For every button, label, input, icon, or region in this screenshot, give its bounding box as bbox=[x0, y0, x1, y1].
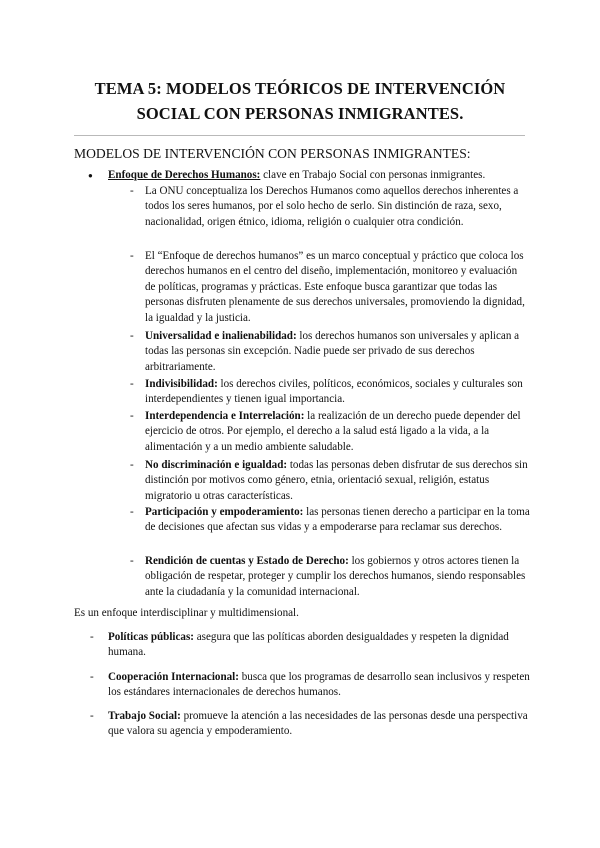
application-item-3 bbox=[108, 709, 533, 740]
sub-item-dash-2: - bbox=[130, 250, 134, 262]
sub-item-2-text: El “Enfoque de derechos humanos” es un marco conceptual y práctico que coloca los derechos humanos en el centro del diseño, implementación, monitoreo y evaluación de políticas, programas y prácticas. Este enfoque busca garantizar que todas las personas disfruten plenamente de sus derechos universales, promoviendo la dignidad, la igualdad y la justicia. bbox=[145, 250, 525, 324]
sub-item-1-text: La ONU conceptualiza los Derechos Humanos como aquellos derechos inherentes a todos los seres humanos, por el solo hecho de serlo. Sin distinción de raza, sexo, nacionalidad, origen étnico, idioma, religión o cualquier otra condición. bbox=[145, 185, 519, 228]
sub-item-5-text: la realización de un derecho puede depender del ejercicio de otros. Por ejemplo, el derecho a la salud está ligado a la vida, a la alimentación y a un medio ambiente saludable. bbox=[145, 410, 521, 453]
sub-item-dash-7: - bbox=[130, 506, 134, 518]
application-1-text: asegura que las políticas aborden desigualdades y respeten la dignidad humana. bbox=[108, 631, 509, 659]
sub-item-7 bbox=[145, 505, 530, 536]
sub-item-7-text: las personas tienen derecho a participar en la toma de decisiones que afectan sus vidas y a empoderarse para reclamar sus derechos. bbox=[145, 506, 530, 534]
application-1-label: Políticas públicas: bbox=[108, 631, 194, 643]
sub-item-3-label: Universalidad e inalienabilidad: bbox=[145, 330, 297, 342]
sub-item-3-text: los derechos humanos son universales y aplican a todas las personas sin excepción. Nadie puede ser privado de sus derechos arbitrariamente. bbox=[145, 330, 520, 373]
application-2-text: busca que los programas de desarrollo sean inclusivos y respeten los estándares internacionales de derechos humanos. bbox=[108, 671, 530, 699]
sub-item-4 bbox=[145, 377, 530, 408]
application-item-1 bbox=[108, 630, 533, 661]
application-dash-2: - bbox=[90, 671, 94, 683]
main-bullet-icon: ● bbox=[88, 171, 93, 180]
interdisciplinary-paragraph: Es un enfoque interdisciplinar y multidimensional. bbox=[74, 607, 299, 619]
sub-item-dash-1: - bbox=[130, 185, 134, 197]
document-title-line-1: TEMA 5: MODELOS TEÓRICOS DE INTERVENCIÓN bbox=[94, 79, 506, 98]
sub-item-2 bbox=[145, 249, 530, 326]
application-dash-1: - bbox=[90, 631, 94, 643]
sub-item-6-text: todas las personas deben disfrutar de sus derechos sin distinción por motivos como género, etnia, orientació sexual, religión, estatus migratorio u otras características. bbox=[145, 459, 528, 502]
title-divider bbox=[74, 135, 525, 136]
sub-item-7-label: Participación y empoderamiento: bbox=[145, 506, 304, 518]
document-title bbox=[60, 76, 540, 126]
application-3-label: Trabajo Social: bbox=[108, 710, 181, 722]
sub-item-4-text: los derechos civiles, políticos, económicos, sociales y culturales son interdependientes y tienen igual importancia. bbox=[145, 378, 523, 406]
sub-item-dash-3: - bbox=[130, 330, 134, 342]
sub-item-dash-5: - bbox=[130, 410, 134, 422]
sub-item-3 bbox=[145, 329, 530, 375]
sub-item-8-text: los gobiernos y otros actores tienen la obligación de respetar, proteger y cumplir los derechos humanos, siendo responsables ante la ciudadanía y la comunidad internacional. bbox=[145, 555, 526, 598]
sub-item-8-label: Rendición de cuentas y Estado de Derecho: bbox=[145, 555, 349, 567]
section-heading: MODELOS DE INTERVENCIÓN CON PERSONAS INMIGRANTES: bbox=[74, 146, 471, 161]
main-item bbox=[108, 168, 548, 183]
sub-item-1 bbox=[145, 184, 530, 230]
document-title-line-2: SOCIAL CON PERSONAS INMIGRANTES. bbox=[136, 104, 464, 123]
application-3-text: promueve la atención a las necesidades de las personas desde una perspectiva que valora su agencia y empoderamiento. bbox=[108, 710, 528, 738]
sub-item-5 bbox=[145, 409, 530, 455]
sub-item-dash-8: - bbox=[130, 555, 134, 567]
sub-item-dash-6: - bbox=[130, 459, 134, 471]
application-dash-3: - bbox=[90, 710, 94, 722]
sub-item-dash-4: - bbox=[130, 378, 134, 390]
sub-item-5-label: Interdependencia e Interrelación: bbox=[145, 410, 305, 422]
application-2-label: Cooperación Internacional: bbox=[108, 671, 239, 683]
main-item-text: clave en Trabajo Social con personas inmigrantes. bbox=[260, 169, 486, 181]
sub-item-6 bbox=[145, 458, 530, 504]
sub-item-6-label: No discriminación e igualdad: bbox=[145, 459, 288, 471]
application-item-2 bbox=[108, 670, 533, 701]
main-item-label: Enfoque de Derechos Humanos: bbox=[108, 169, 261, 181]
sub-item-8 bbox=[145, 554, 530, 600]
sub-item-4-label: Indivisibilidad: bbox=[145, 378, 218, 390]
